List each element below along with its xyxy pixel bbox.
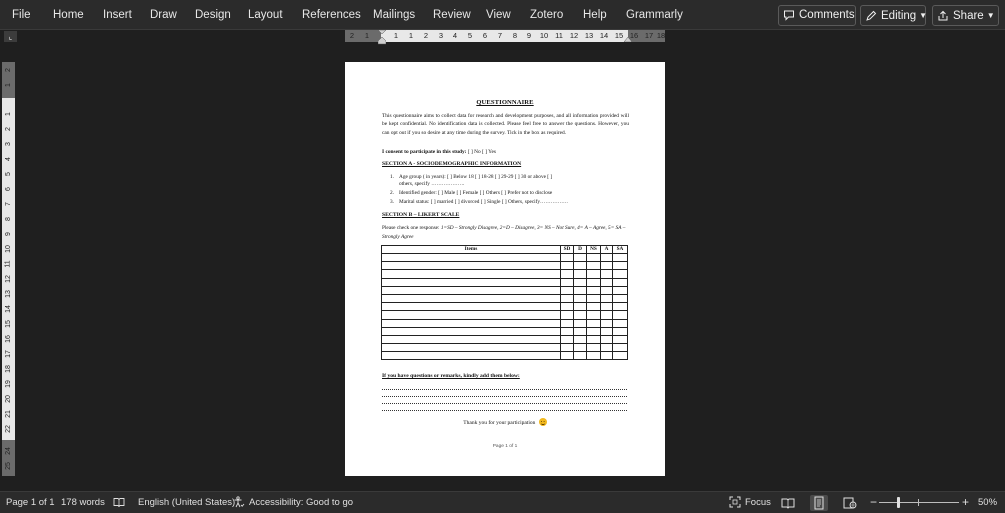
print-layout-button[interactable] [810,495,828,511]
ruler-number: 1 [4,83,12,87]
tab-references[interactable]: References [302,9,361,21]
table-cell[interactable] [601,278,613,286]
table-cell[interactable] [382,352,561,360]
document-title: QUESTIONNAIRE [476,99,534,106]
thanks-line [345,418,665,426]
tab-view[interactable]: View [486,9,511,21]
table-cell[interactable] [613,278,628,286]
smiley-emoji-icon [539,418,547,426]
table-row[interactable] [382,286,628,294]
read-mode-button[interactable] [779,495,797,511]
ruler-number: 19 [4,380,12,388]
chevron-down-icon: ▼ [919,11,928,20]
ruler-number: 13 [4,290,12,298]
table-cell[interactable] [382,303,561,311]
ruler-number: 15 [614,31,624,40]
table-cell[interactable] [574,270,587,278]
table-cell[interactable] [561,327,574,335]
list-text: Marital status: [ ] married [ ] divorced [ ] Single [ ] Others, specify……………. [399,199,568,205]
table-cell[interactable] [613,270,628,278]
table-cell[interactable] [601,344,613,352]
ruler-number: 8 [4,217,12,221]
ruler-number: 9 [526,31,532,40]
table-cell[interactable] [574,262,587,270]
page-footer: Page 1 of 1 [492,444,518,449]
column-header-items: Items [382,246,561,254]
table-row[interactable] [382,327,628,335]
table-cell[interactable] [561,278,574,286]
table-cell[interactable] [561,352,574,360]
ruler-number: 1 [364,31,370,40]
comments-button[interactable] [778,5,856,26]
status-bar [0,491,1005,513]
table-cell[interactable] [382,278,561,286]
zoom-slider-thumb[interactable] [897,497,900,508]
indent-marker-icon[interactable] [378,30,386,45]
language-indicator[interactable]: English (United States) [138,497,236,508]
zoom-out-button[interactable]: − [870,495,878,509]
accessibility-icon [233,496,245,508]
ruler-number: 10 [539,31,549,40]
table-cell[interactable] [587,311,601,319]
column-header-ns: NS [587,246,601,254]
proofing-indicator[interactable] [113,492,129,513]
tab-review[interactable]: Review [433,9,471,21]
list-text: Identified gender: [ ] Male [ ] Female [ ] Others [ ] Prefer not to disclose [399,190,553,196]
ruler-number: 12 [569,31,579,40]
focus-label: Focus [745,497,771,508]
table-cell[interactable] [382,286,561,294]
section-b-heading: SECTION B – LIKERT SCALE [382,212,460,218]
ruler-number: 2 [423,31,429,40]
table-cell[interactable] [561,286,574,294]
table-cell[interactable] [613,262,628,270]
table-cell[interactable] [382,262,561,270]
web-layout-button[interactable] [841,495,859,511]
book-check-icon [113,496,125,508]
tab-insert[interactable]: Insert [103,9,132,21]
ruler-number: 25 [4,462,12,470]
table-cell[interactable] [601,294,613,302]
ruler-number: 6 [4,187,12,191]
table-cell[interactable] [587,303,601,311]
table-cell[interactable] [601,311,613,319]
table-cell[interactable] [587,278,601,286]
table-cell[interactable] [382,319,561,327]
table-cell[interactable] [382,335,561,343]
ruler-number: 16 [4,335,12,343]
table-cell[interactable] [382,254,561,262]
zoom-in-button[interactable]: + [962,495,970,509]
dotted-answer-line[interactable] [382,403,627,404]
ruler-number: 5 [4,172,12,176]
table-cell[interactable] [587,294,601,302]
consent-label: I consent to participate in this study: [382,149,467,155]
ruler-number: 22 [4,425,12,433]
table-cell[interactable] [574,352,587,360]
dotted-answer-line[interactable] [382,410,627,411]
table-cell[interactable] [613,311,628,319]
ruler-number: 13 [584,31,594,40]
table-cell[interactable] [382,270,561,278]
comments-label: Comments [799,9,855,21]
editing-mode-button[interactable] [860,5,926,26]
table-row[interactable] [382,294,628,302]
table-cell[interactable] [613,327,628,335]
ruler-number: 3 [438,31,444,40]
ruler-number: 1 [408,31,414,40]
editing-label: Editing [881,10,917,22]
tab-zotero[interactable]: Zotero [530,9,564,21]
table-cell[interactable] [601,352,613,360]
ruler-number: 20 [4,395,12,403]
ruler-number: 15 [4,320,12,328]
ruler-number: 24 [4,447,12,455]
table-row[interactable] [382,319,628,327]
ruler-number: 14 [4,305,12,313]
document-page[interactable] [345,62,665,476]
table-cell[interactable] [561,303,574,311]
likert-scale-definition: 1=SD – Strongly Disagree, 2=D – Disagree, 3= NS – Not Sure, 4= A – Agree, 5= SA – Strongly Agree [382,225,626,240]
table-cell[interactable] [601,262,613,270]
page-count[interactable]: Page 1 of 1 [6,497,55,508]
likert-intro: Please check one response: [382,225,440,231]
table-cell[interactable] [561,335,574,343]
ruler-number: 21 [4,410,12,418]
list-item [390,198,568,206]
table-cell[interactable] [587,327,601,335]
column-header-sd: SD [561,246,574,254]
ruler-number: 5 [467,31,473,40]
table-cell[interactable] [574,286,587,294]
table-row[interactable] [382,311,628,319]
zoom-slider-midpoint [918,499,919,506]
dotted-answer-line[interactable] [382,396,627,397]
list-item-continuation: others, specify ………………. [399,181,465,187]
ruler-number: 14 [599,31,609,40]
table-cell[interactable] [587,344,601,352]
page-layout-icon [810,495,828,511]
consent-options: [ ] No [ ] Yes [467,149,496,155]
table-cell[interactable] [587,262,601,270]
consent-line [382,149,496,155]
table-cell[interactable] [382,294,561,302]
table-row[interactable] [382,270,628,278]
tab-stop-selector[interactable]: ⌞ [4,31,17,42]
table-cell[interactable] [587,286,601,294]
zoom-slider-track[interactable] [879,502,959,503]
ruler-number: 11 [555,31,563,40]
table-cell[interactable] [613,352,628,360]
tab-mailings[interactable]: Mailings [373,9,416,21]
table-cell[interactable] [382,344,561,352]
list-item [390,189,552,197]
tab-grammarly[interactable]: Grammarly [626,9,683,21]
ribbon-menu-bar [0,0,1005,30]
table-cell[interactable] [561,344,574,352]
ruler-number: 9 [4,232,12,236]
column-header-a: A [601,246,613,254]
ruler-bottom-margin [2,440,15,476]
table-cell[interactable] [601,335,613,343]
vertical-ruler[interactable] [2,62,15,476]
table-cell[interactable] [574,319,587,327]
focus-mode-button[interactable] [729,492,771,513]
table-row[interactable] [382,335,628,343]
likert-table[interactable] [381,245,628,360]
tab-home[interactable]: Home [53,9,84,21]
table-cell[interactable] [561,254,574,262]
ruler-number: 4 [4,157,12,161]
table-cell[interactable] [613,344,628,352]
table-cell[interactable] [574,327,587,335]
table-cell[interactable] [382,327,561,335]
table-cell[interactable] [601,303,613,311]
list-item [390,173,552,181]
table-cell[interactable] [613,335,628,343]
ruler-number: 10 [4,245,12,253]
table-cell[interactable] [587,335,601,343]
remarks-prompt: If you have questions or remarks, kindly add them below: [382,373,520,379]
table-cell[interactable] [601,254,613,262]
table-cell[interactable] [561,262,574,270]
ruler-number: 2 [349,31,355,40]
table-cell[interactable] [574,254,587,262]
table-cell[interactable] [382,311,561,319]
book-open-icon [779,495,797,511]
ruler-number: 1 [393,31,399,40]
ruler-number: 1 [4,112,12,116]
table-body [382,254,628,360]
table-cell[interactable] [574,344,587,352]
table-cell[interactable] [587,254,601,262]
share-icon [937,10,949,22]
word-count[interactable]: 178 words [61,497,105,508]
table-row[interactable] [382,344,628,352]
table-cell[interactable] [561,311,574,319]
zoom-level[interactable]: 50% [978,497,998,508]
tab-layout[interactable]: Layout [248,9,283,21]
table-cell[interactable] [587,352,601,360]
focus-icon [729,496,741,508]
list-number: 1. [390,174,394,180]
ruler-number: 17 [644,31,654,40]
comment-icon [783,9,795,21]
column-header-sa: SA [613,246,628,254]
pencil-icon [865,10,877,22]
table-cell[interactable] [601,286,613,294]
ruler-number: 12 [4,275,12,283]
table-header-row [382,246,628,254]
dotted-answer-line[interactable] [382,389,627,390]
table-cell[interactable] [601,270,613,278]
ruler-number: 8 [512,31,518,40]
table-cell[interactable] [587,319,601,327]
table-cell[interactable] [561,294,574,302]
ruler-number: 2 [4,68,12,72]
table-cell[interactable] [613,319,628,327]
table-cell[interactable] [574,303,587,311]
ruler-number: 11 [4,260,12,268]
ruler-number: 7 [4,202,12,206]
list-text: Age group ( in years): [ ] Below 18 [ ] 18-28 [ ] 29-29 [ ] 30 or above [ ] [399,174,553,180]
right-indent-marker-icon[interactable] [624,35,632,42]
list-number: 2. [390,190,394,196]
accessibility-checker[interactable] [233,492,353,513]
table-cell[interactable] [574,335,587,343]
table-cell[interactable] [587,270,601,278]
share-button[interactable] [932,5,999,26]
ruler-number: 6 [482,31,488,40]
column-header-d: D [574,246,587,254]
table-cell[interactable] [613,303,628,311]
table-row[interactable] [382,262,628,270]
ruler-number: 7 [497,31,503,40]
table-cell[interactable] [574,294,587,302]
table-cell[interactable] [613,254,628,262]
table-row[interactable] [382,278,628,286]
table-cell[interactable] [574,311,587,319]
table-cell[interactable] [601,319,613,327]
ruler-number: 4 [452,31,458,40]
share-label: Share [953,10,984,22]
table-cell[interactable] [561,270,574,278]
table-row[interactable] [382,303,628,311]
ruler-number: 16 [629,31,639,40]
table-cell[interactable] [561,319,574,327]
web-layout-icon [841,495,859,511]
ruler-number: 18 [656,31,666,40]
table-cell[interactable] [574,278,587,286]
horizontal-ruler[interactable] [345,30,665,42]
chevron-down-icon: ▼ [986,11,995,20]
ruler-number: 2 [4,127,12,131]
likert-instructions [382,224,630,241]
tab-file[interactable]: File [12,9,31,21]
table-cell[interactable] [613,294,628,302]
table-row[interactable] [382,352,628,360]
accessibility-label: Accessibility: Good to go [249,497,354,508]
ruler-number: 17 [4,350,12,358]
table-cell[interactable] [601,327,613,335]
table-cell[interactable] [613,286,628,294]
thanks-text: Thank you for your participation [463,420,536,426]
section-a-heading: SECTION A - SOCIODEMOGRAPHIC INFORMATION [382,161,522,167]
tab-draw[interactable]: Draw [150,9,177,21]
table-row[interactable] [382,254,628,262]
tab-design[interactable]: Design [195,9,231,21]
ruler-number: 18 [4,365,12,373]
ruler-number: 3 [4,142,12,146]
tab-help[interactable]: Help [583,9,607,21]
intro-paragraph: This questionnaire aims to collect data for research and development purposes, and all information provided will be kept confidential. No identification data is collected. Please feel free to answer the questions. However, you can opt out if you so desire at any time during the survey. Tick in the box as required. [382,113,629,136]
list-number: 3. [390,199,394,205]
